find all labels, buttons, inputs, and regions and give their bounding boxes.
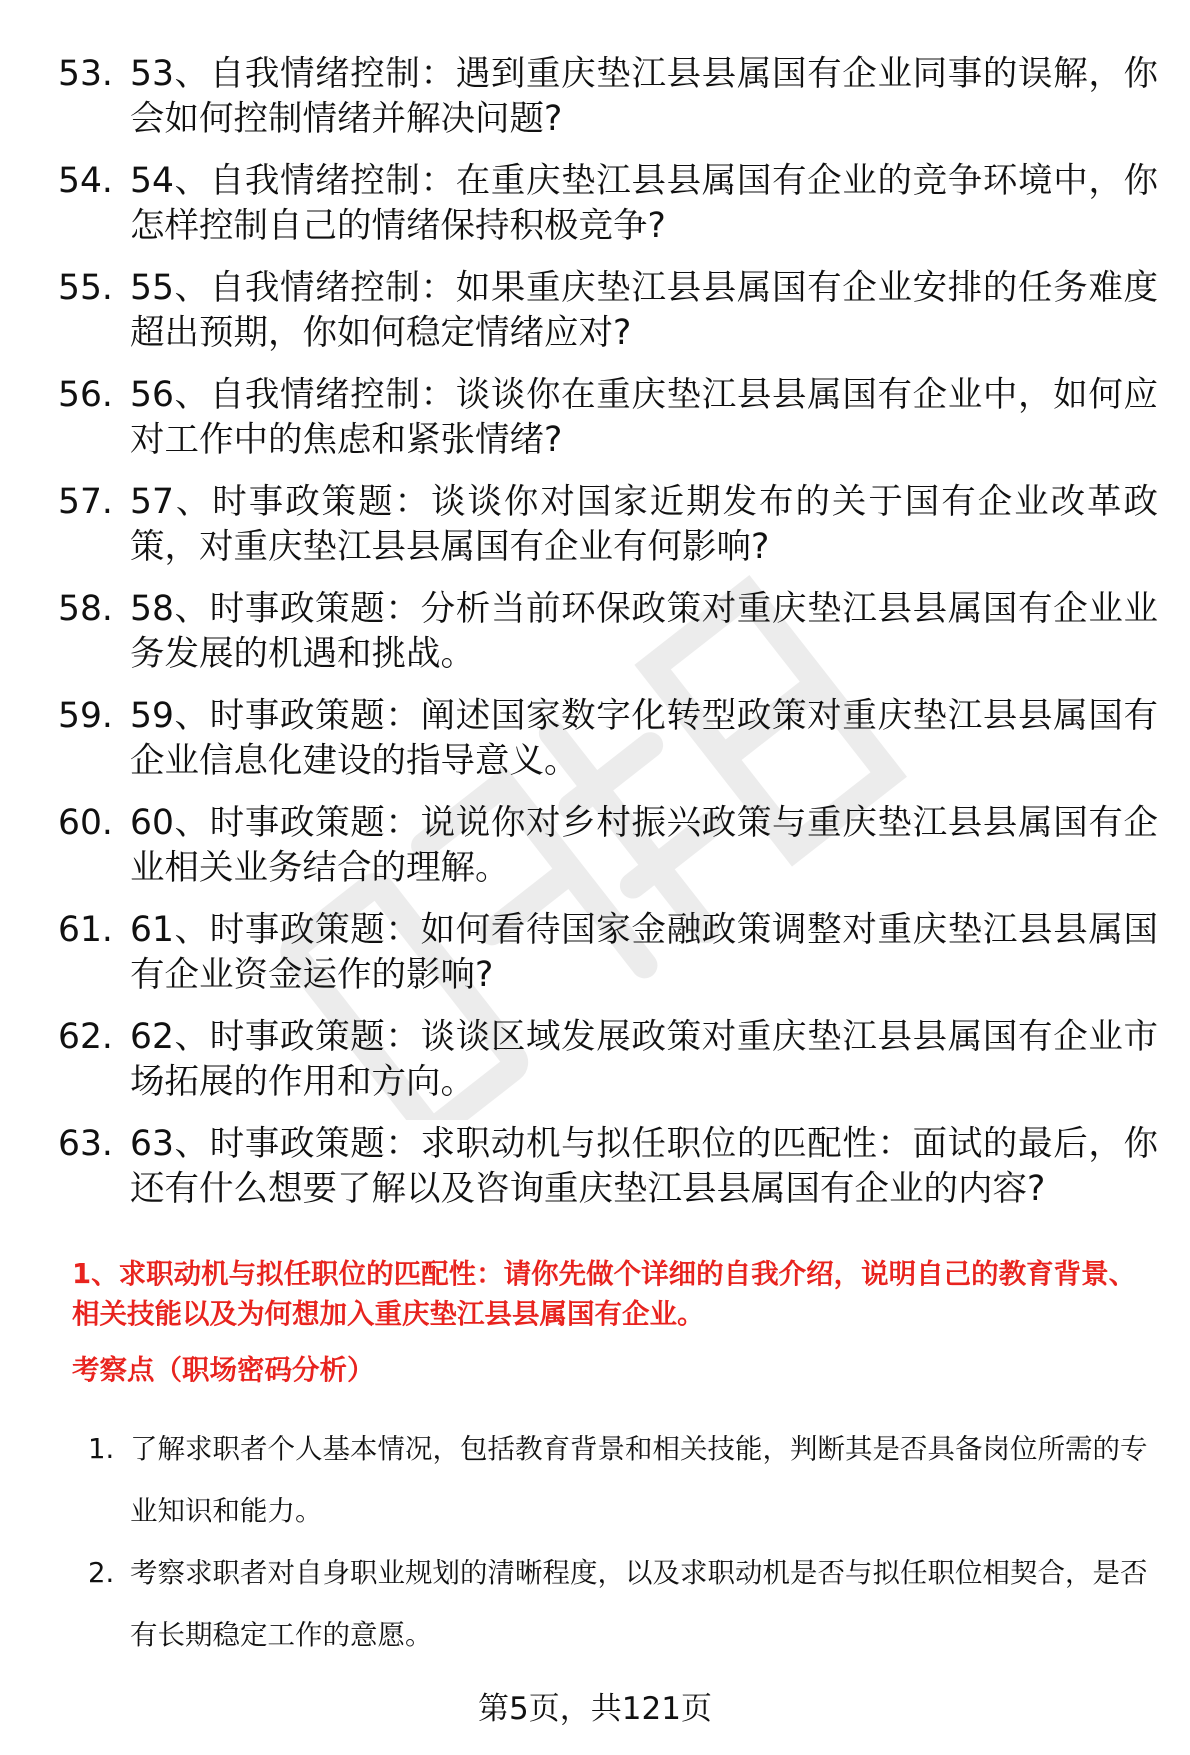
item-number: 56.: [58, 375, 113, 415]
item-number: 57.: [58, 482, 113, 522]
question-text: 59、时事政策题：阐述国家数字化转型政策对重庆垫江县县属国有企业信息化建设的指导意义。: [130, 696, 1158, 781]
list-item: [58, 694, 1158, 784]
question-text: 60、时事政策题：说说你对乡村振兴政策与重庆垫江县县属国有企业相关业务结合的理解。: [130, 803, 1158, 888]
item-number: 1.: [88, 1433, 115, 1465]
item-number: 2.: [88, 1557, 115, 1589]
item-number: 63.: [58, 1124, 113, 1164]
item-number: 61.: [58, 910, 113, 950]
question-text: 63、时事政策题：求职动机与拟任职位的匹配性：面试的最后，你还有什么想要了解以及咨询重庆垫江县县属国有企业的内容?: [130, 1124, 1158, 1209]
list-item: [88, 1542, 1158, 1666]
question-text: 56、自我情绪控制：谈谈你在重庆垫江县县属国有企业中，如何应对工作中的焦虑和紧张情绪?: [130, 375, 1158, 460]
question-list: [58, 52, 1158, 1229]
question-text: 62、时事政策题：谈谈区域发展政策对重庆垫江县县属国有企业市场拓展的作用和方向。: [130, 1017, 1158, 1102]
list-item: [58, 1122, 1158, 1212]
item-number: 58.: [58, 589, 113, 629]
list-item: [58, 908, 1158, 998]
list-item: [58, 1015, 1158, 1105]
question-text: 58、时事政策题：分析当前环保政策对重庆垫江县县属国有企业业务发展的机遇和挑战。: [130, 589, 1158, 674]
question-text: 61、时事政策题：如何看待国家金融政策调整对重庆垫江县县属国有企业资金运作的影响?: [130, 910, 1158, 995]
list-item: [58, 373, 1158, 463]
item-number: 53.: [58, 54, 113, 94]
item-number: 54.: [58, 161, 113, 201]
list-item: [88, 1418, 1158, 1542]
assessment-points-list: [88, 1418, 1158, 1666]
question-text: 53、自我情绪控制：遇到重庆垫江县县属国有企业同事的误解，你会如何控制情绪并解决问题?: [130, 54, 1158, 139]
item-number: 59.: [58, 696, 113, 736]
list-item: [58, 266, 1158, 356]
section-title: 考察点（职场密码分析）: [72, 1354, 375, 1386]
point-text: 考察求职者对自身职业规划的清晰程度，以及求职动机是否与拟任职位相契合，是否有长期稳定工作的意愿。: [130, 1557, 1148, 1651]
answer-heading: 1、求职动机与拟任职位的匹配性：请你先做个详细的自我介绍，说明自己的教育背景、相关技能以及为何想加入重庆垫江县县属国有企业。: [72, 1258, 1137, 1330]
list-item: [58, 587, 1158, 677]
item-number: 62.: [58, 1017, 113, 1057]
list-item: [58, 52, 1158, 142]
item-number: 60.: [58, 803, 113, 843]
question-text: 57、时事政策题：谈谈你对国家近期发布的关于国有企业改革政策，对重庆垫江县县属国有企业有何影响?: [130, 482, 1158, 567]
item-number: 55.: [58, 268, 113, 308]
list-item: [58, 480, 1158, 570]
list-item: [58, 801, 1158, 891]
question-text: 54、自我情绪控制：在重庆垫江县县属国有企业的竞争环境中，你怎样控制自己的情绪保持积极竞争?: [130, 161, 1158, 246]
list-item: [58, 159, 1158, 249]
page-footer: 第5页，共121页: [478, 1691, 712, 1727]
point-text: 了解求职者个人基本情况，包括教育背景和相关技能，判断其是否具备岗位所需的专业知识和能力。: [130, 1433, 1148, 1527]
question-text: 55、自我情绪控制：如果重庆垫江县县属国有企业安排的任务难度超出预期，你如何稳定情绪应对?: [130, 268, 1158, 353]
